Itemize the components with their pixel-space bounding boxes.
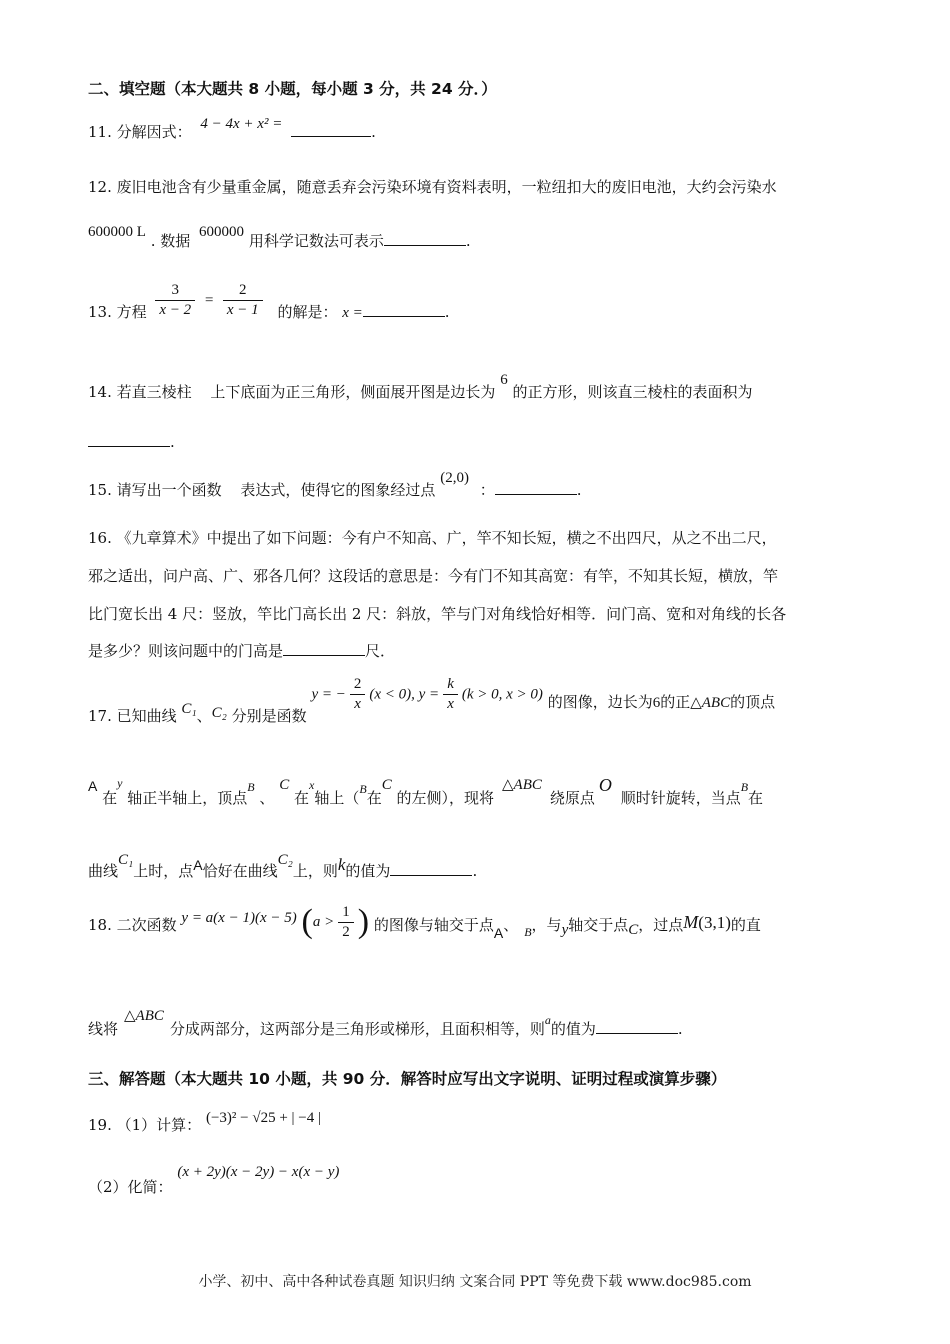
question-16-line2: 邪之适出，问户高、广、邪各几何？这段话的意思是：今有门不知其高宽：有竿，不知其长短，横放，竿 [88,567,779,585]
q17-point-a: A [88,778,98,794]
question-16-line1: 16. 《九章算术》中提出了如下问题：今有户不知高、广，竿不知长短，横之不出四尺，从之不出二尺， [88,529,777,547]
q19-expression-1: (−3)² − √25 + | −4 | [205,1110,322,1126]
q17-l2-j: 在 [748,789,764,807]
q18-half-num: 1 [338,904,354,923]
q18-point-b: B [524,925,532,939]
q18-point-m: M [683,912,699,932]
q14-period: . [170,433,175,451]
q17-l3-k: k [337,855,346,874]
q15-colon: ： [479,481,495,499]
q17-l2-a: 在 [102,789,118,807]
footer-watermark: 小学、初中、高中各种试卷真题 知识归纳 文案合同 PPT 等免费下载 www.doc985.com [198,1274,752,1290]
q18-answer-blank [596,1019,678,1034]
q17-triangle-2: △ABC [502,777,542,793]
q17-x-axis: x [309,778,315,792]
q17-point-c: C [279,777,290,793]
q18-period: . [677,1020,683,1038]
question-12-line2 [88,224,471,251]
q17-l2-i: 顺时针旋转，当点 [620,789,741,807]
section-3-heading: 三、解答题（本大题共 10 小题，共 90 分．解答时应写出文字说明、证明过程或演算步骤） [88,1070,727,1088]
q18-triangle: △ABC [124,1008,164,1024]
q17-cond1: (x < 0), y = [369,686,440,703]
q17-l2-f: 在 [366,789,382,807]
q19-part1-label: 19. （1）计算： [88,1116,202,1134]
q13-answer-blank [363,302,445,317]
q18-paren-left: ( [301,903,313,940]
q13-variable: x = [342,304,363,321]
question-18-line2 [88,1008,683,1039]
q17-origin-o: O [598,775,612,795]
q18-point-m-coords: (3,1) [698,913,731,932]
q17-cond2: (k > 0, x > 0) [461,686,543,703]
q16-answer-blank [283,641,365,656]
q13-prefix: 13. 方程 [88,302,147,321]
q15-point: (2,0) [440,470,469,486]
section-2-heading: 二、填空题（本大题共 8 小题，每小题 3 分，共 24 分．） [88,80,497,98]
q17-fraction-1 [350,676,366,713]
q17-func-start: y = − [311,686,346,703]
q13-tail-text: 的解是： [277,302,338,321]
question-12-line1: 12. 废旧电池含有少量重金属，随意丢弃会污染环境有资料表明，一粒纽扣大的废旧电池，大约会污染水 [88,178,777,196]
q17-l3-curve-c2: C₂ [277,852,293,868]
q18-paren-right: ) [357,903,370,940]
q13-f1-denominator: x − 2 [159,302,192,318]
q12-value-number: 600000 [199,224,245,240]
q12-answer-blank [384,231,466,246]
q17-point-b3: B [740,780,749,794]
q18-sep: 、 [503,916,519,934]
q17-l3-curve-c1: C₁ [118,852,134,868]
q18-point-a: A [493,925,504,941]
q18-var-a: a [544,1013,551,1027]
q17-text-e: 的顶点 [730,692,776,711]
question-15 [88,470,582,500]
q17-answer-blank [390,861,472,876]
q14-text-a: 14. 若直三棱柱 [88,383,192,401]
q17-sep: 、 [196,706,212,725]
q18-text-a: 18. 二次函数 [88,916,177,934]
question-17-line3 [88,852,478,881]
question-19-part2 [88,1164,340,1197]
q12-period: . [465,232,471,250]
q18-text-e: ，过点 [638,916,684,934]
q17-period: . [472,862,478,880]
q13-fraction-right [223,282,263,319]
q13-equals: = [203,292,215,309]
q18-cond-a: a > [312,914,335,930]
question-18-line1 [88,903,761,941]
q13-fraction-left [155,282,195,319]
question-14-line1 [88,372,753,402]
q17-l2-d: 在 [293,789,309,807]
q17-y-axis: y [117,776,123,790]
q17-text-b: 分别是函数 [231,706,307,725]
q17-l3-d: 上，则 [292,862,338,880]
q17-l3-b: 上时，点 [133,862,194,880]
q11-prefix: 11. 分解因式： [88,123,192,141]
q15-period: . [576,481,582,499]
question-16-line4 [88,640,395,661]
q16-text-a: 是多少？则该问题中的门高是 [88,642,284,660]
q17-six: 6 [652,694,661,711]
q17-point-c2: C [381,777,392,793]
question-17-line1 [88,676,776,725]
q13-f1-numerator: 3 [155,282,195,301]
q17-l2-e: 轴上（ [314,789,360,807]
q12-tail-text: 用科学记数法可表示 [248,232,384,250]
q17-point-b2: B [359,782,367,796]
q14-text-c: 的正方形，则该直三棱柱的表面积为 [512,383,753,401]
q13-f2-denominator: x − 1 [226,302,259,318]
q18-y-axis: y [561,922,569,938]
q18-l2-b: 分成两部分，这两部分是三角形或梯形，且面积相等，则 [169,1020,545,1038]
q17-l3-point-a: A [193,857,203,873]
q18-function: y = a(x − 1)(x − 5) [181,910,297,926]
question-14-line2 [88,432,175,451]
question-17-line2 [88,775,764,808]
q18-half-fraction [338,904,354,941]
q11-period: . [371,123,376,141]
q12-value-liters: 600000 L [88,224,146,240]
q16-text-b: 尺． [365,642,396,660]
q11-answer-blank [291,122,371,137]
question-11 [88,116,376,142]
q15-text-a: 15. 请写出一个函数 [88,481,222,499]
q15-answer-blank [495,480,577,495]
q17-f2-den: x [447,696,454,712]
q12-mid-text: . 数据 [150,232,191,250]
q19-expression-2: (x + 2y)(x − 2y) − x(x − y) [177,1164,340,1180]
q17-text-a: 17. 已知曲线 [88,706,177,725]
question-13 [88,282,450,319]
q17-curve-c1: C₁ [181,700,197,717]
q15-text-b: 表达式，使得它的图象经过点 [240,481,436,499]
q17-l2-c: 、 [259,789,275,807]
q17-l3-c: 恰好在曲线 [202,862,278,880]
q18-text-f: 的直 [730,916,761,934]
q18-text-c: ，与 [531,916,562,934]
q18-half-den: 2 [342,923,350,940]
q17-l2-g: 的左侧），现将 [396,789,495,807]
q17-point-b: B [247,780,255,794]
q17-text-d: 的正 [660,692,691,711]
q17-f1-num: 2 [350,676,366,695]
q11-expression: 4 − 4x + x² = [200,116,283,132]
q17-f1-den: x [354,696,361,712]
q18-point-c: C [628,922,639,938]
q13-f2-numerator: 2 [223,282,263,301]
question-16-line3: 比门宽长出 4 尺：竖放，竿比门高长出 2 尺：斜放，竿与门对角线恰好相等．问门高、宽和对角线的长各 [88,605,787,623]
q17-l2-b: 轴正半轴上，顶点 [127,789,248,807]
q18-text-b: 的图像与轴交于点 [373,916,494,934]
q14-answer-blank [88,432,170,447]
q17-fraction-2 [443,676,458,713]
q17-triangle: △ABC [690,694,731,711]
q17-f2-num: k [443,676,458,695]
question-19-part1 [88,1110,322,1135]
q17-l2-h: 绕原点 [549,789,595,807]
q13-period: . [444,302,450,321]
q17-l3-a: 曲线 [88,862,119,880]
q17-l3-e: 的值为 [345,862,391,880]
q17-text-c: 的图像，边长为 [547,692,653,711]
q18-text-d: 轴交于点 [568,916,629,934]
q14-six: 6 [500,372,508,388]
q18-l2-a: 线将 [88,1020,119,1038]
q14-text-b: 上下底面为正三角形，侧面展开图是边长为 [210,383,496,401]
q17-curve-c2: C₂ [211,704,227,721]
q19-part2-label: （2）化简： [88,1178,173,1196]
q18-l2-c: 的值为 [550,1020,596,1038]
